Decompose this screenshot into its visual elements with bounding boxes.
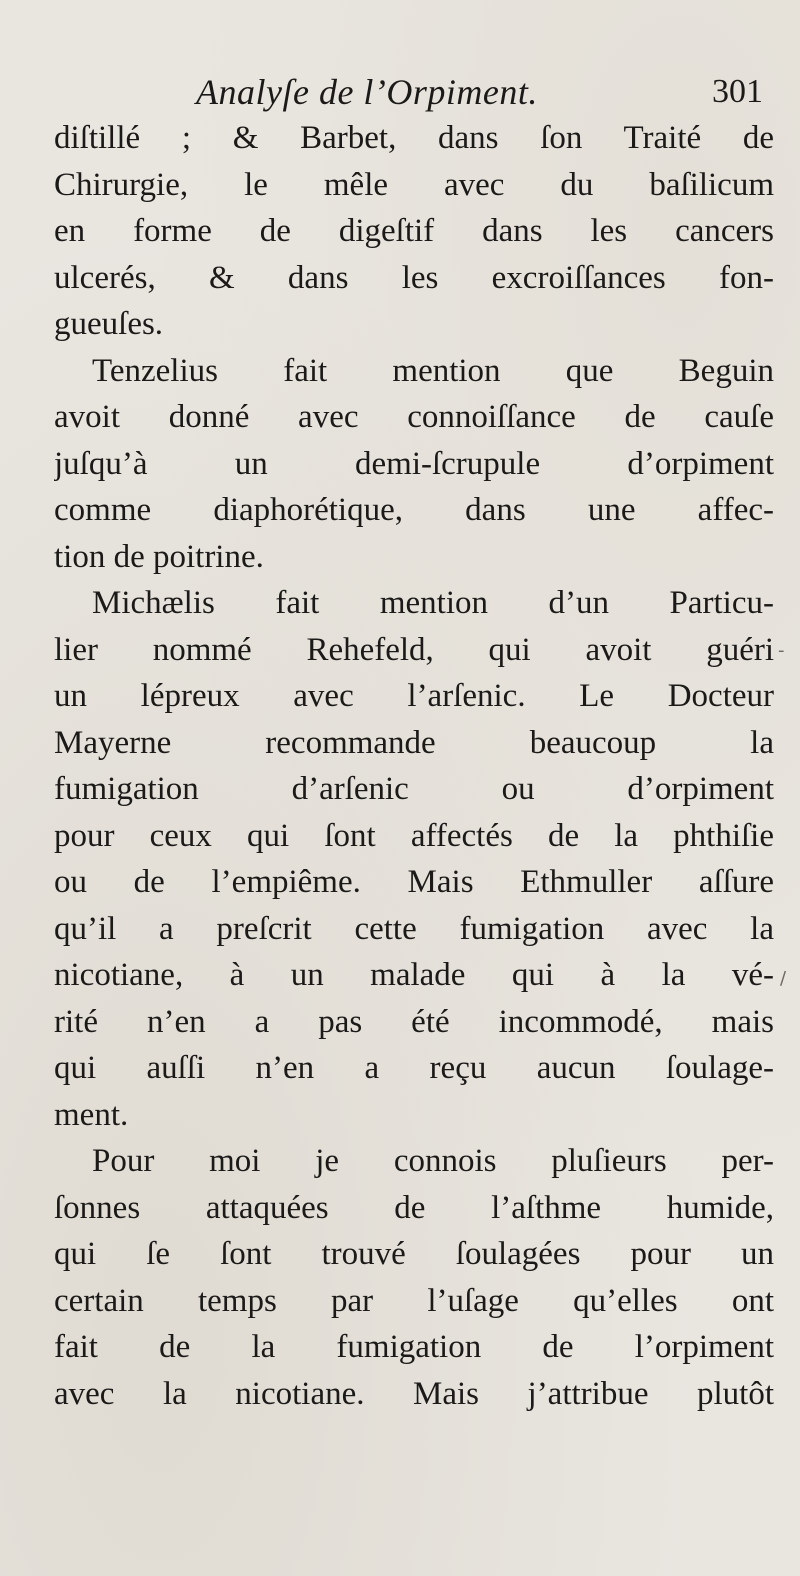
text-line: ment.	[54, 1096, 129, 1133]
text-line: certain temps par l’uſage qu’elles ont	[54, 1282, 774, 1319]
text-line: Mayerne recommande beaucoup la	[54, 724, 774, 761]
text-line: pour ceux qui ſont affectés de la phthiſie	[54, 817, 774, 854]
text-line: ulcerés, & dans les excroiſſances fon-	[54, 259, 774, 296]
text-line: Chirurgie, le mêle avec du baſilicum	[54, 166, 774, 203]
body-text	[54, 115, 774, 1417]
text-line: avec la nicotiane. Mais j’attribue plutôt	[54, 1375, 774, 1412]
text-line: diſtillé ; & Barbet, dans ſon Traité de	[54, 120, 774, 156]
text-line: qui auſſi n’en a reçu aucun ſoulage-	[54, 1050, 774, 1086]
text-line: ſonnes attaquées de l’aſthme humide,	[54, 1189, 774, 1226]
text-line: Michælis fait mention d’un Particu-	[92, 585, 774, 621]
text-line: lier nommé Rehefeld, qui avoit guéri	[54, 631, 774, 668]
stray-mark: /	[780, 968, 787, 989]
text-line: gueuſes.	[54, 306, 164, 342]
text-line: nicotiane, à un malade qui à la vé-	[54, 957, 774, 993]
text-line: qui ſe ſont trouvé ſoulagées pour un	[54, 1236, 774, 1272]
text-line: un lépreux avec l’arſenic. Le Docteur	[54, 678, 774, 714]
text-line: juſqu’à un demi-ſcrupule d’orpiment	[54, 445, 774, 482]
page-number: 301	[712, 73, 763, 110]
text-line: en forme de digeſtif dans les cancers	[54, 213, 774, 249]
text-line: avoit donné avec connoiſſance de cauſe	[54, 399, 774, 435]
text-line: Pour moi je connois pluſieurs per-	[92, 1143, 774, 1179]
text-line: fumigation d’arſenic ou d’orpiment	[54, 771, 774, 807]
stray-mark: ‐	[778, 640, 785, 661]
text-line: rité n’en a pas été incommodé, mais	[54, 1003, 774, 1040]
text-line: comme diaphorétique, dans une affec-	[54, 492, 774, 528]
text-line: fait de la fumigation de l’orpiment	[54, 1329, 774, 1365]
text-line: tion de poitrine.	[54, 538, 264, 575]
text-line: ou de l’empiême. Mais Ethmuller aſſure	[54, 864, 774, 900]
page-header	[0, 70, 800, 114]
text-line: Tenzelius fait mention que Beguin	[92, 352, 774, 389]
text-line: qu’il a preſcrit cette fumigation avec la	[54, 910, 774, 947]
running-title: Analyſe de l’Orpiment.	[196, 72, 538, 112]
